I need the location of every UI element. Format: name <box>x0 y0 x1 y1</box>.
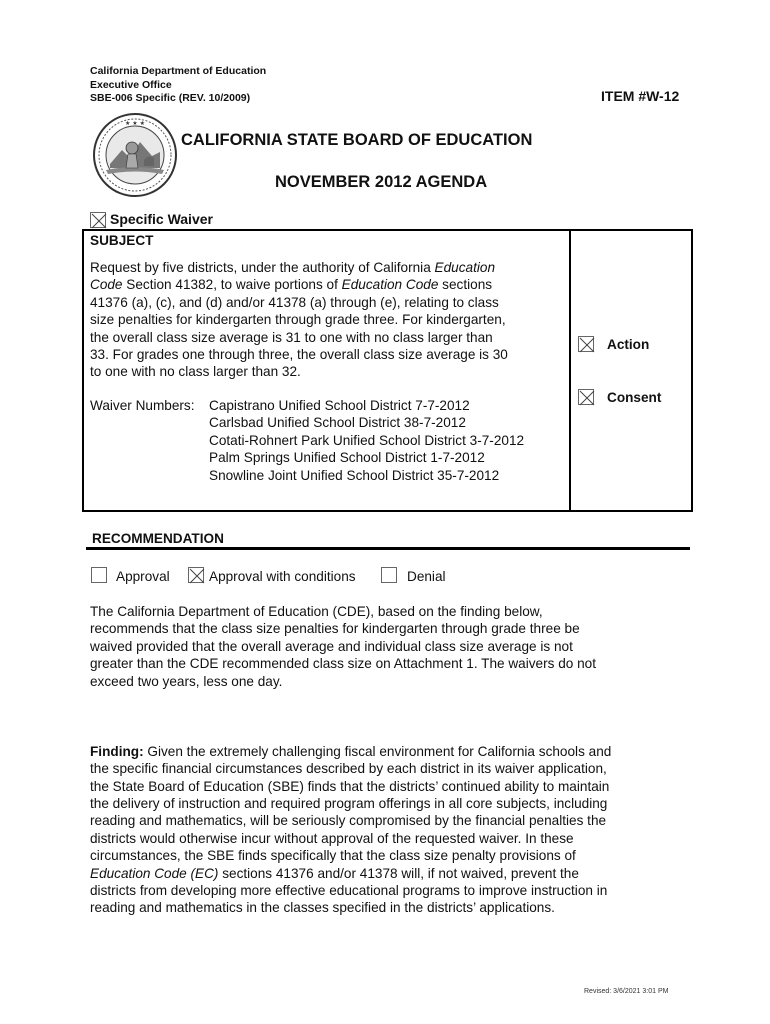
denial-checkbox[interactable] <box>381 567 397 583</box>
waiver-item: Capistrano Unified School District 7-7-2012 <box>209 398 470 413</box>
subject-line: 41376 (a), (c), and (d) and/or 41378 (a) through (e), relating to class <box>90 294 499 310</box>
finding-line: the delivery of instruction and required program offerings in all core subjects, including <box>90 796 608 812</box>
subject-line: Code Section 41382, to waive portions of Education Code sections <box>90 277 493 293</box>
subject-text <box>90 259 565 381</box>
consent-label: Consent <box>607 390 662 405</box>
finding-line: districts from developing more effective educational programs to improve instruction in <box>90 883 608 899</box>
checked-x-icon <box>91 213 107 229</box>
svg-text:★ ★ ★: ★ ★ ★ <box>125 120 145 127</box>
form-id: SBE-006 Specific (REV. 10/2009) <box>90 92 251 104</box>
waiver-list <box>209 397 524 484</box>
paragraph-line: greater than the CDE recommended class size on Attachment 1. The waivers do not <box>90 656 597 672</box>
paragraph-line: recommends that the class size penalties for kindergarten through grade three be <box>90 621 580 637</box>
waiver-item: Cotati-Rohnert Park Unified School District 3-7-2012 <box>209 432 525 448</box>
approval-label: Approval <box>116 569 170 584</box>
approval-checkbox[interactable] <box>91 567 107 583</box>
waiver-numbers-label: Waiver Numbers: <box>90 398 195 413</box>
board-title: CALIFORNIA STATE BOARD OF EDUCATION <box>181 131 533 149</box>
denial-label: Denial <box>407 569 446 584</box>
waiver-item: Snowline Joint Unified School District 35-7-2012 <box>209 467 500 483</box>
paragraph-line: exceed two years, less one day. <box>90 673 283 689</box>
checked-x-icon <box>579 337 595 353</box>
finding-label: Finding: <box>90 743 144 759</box>
finding-line: Finding: Given the extremely challenging fiscal environment for California schools and <box>90 743 612 759</box>
finding-paragraph <box>90 708 611 934</box>
subject-line: the overall class size average is 31 to one with no class larger than <box>90 329 493 345</box>
paragraph-line: waived provided that the overall average and individual class size average is not <box>90 638 573 654</box>
subject-divider <box>569 229 571 512</box>
approval-with-conditions-checkbox[interactable] <box>188 567 204 583</box>
item-number: ITEM #W-12 <box>601 88 680 104</box>
subject-line: size penalties for kindergarten through grade three. For kindergarten, <box>90 312 506 328</box>
subject-line: 33. For grades one through three, the overall class size average is 30 <box>90 347 508 363</box>
approval-with-conditions-label: Approval with conditions <box>209 569 356 584</box>
header-block <box>90 65 266 106</box>
subject-line: to one with no class larger than 32. <box>90 364 301 380</box>
agenda-title: NOVEMBER 2012 AGENDA <box>275 173 488 191</box>
dept-name: California Department of Education <box>90 65 267 77</box>
specific-waiver-label: Specific Waiver <box>110 211 213 227</box>
paragraph-line: The California Department of Education (CDE), based on the finding below, <box>90 604 543 619</box>
action-checkbox[interactable] <box>578 336 594 352</box>
checked-x-icon <box>579 390 595 406</box>
finding-line: the State Board of Education (SBE) finds that the districts’ continued ability to maintain <box>90 778 610 794</box>
waiver-item: Palm Springs Unified School District 1-7-2012 <box>209 450 485 466</box>
recommendation-heading: RECOMMENDATION <box>92 531 224 546</box>
finding-line: Education Code (EC) sections 41376 and/or 41378 will, if not waived, prevent the <box>90 865 579 881</box>
checked-x-icon <box>189 568 205 584</box>
recommendation-paragraph <box>90 603 596 690</box>
consent-checkbox[interactable] <box>578 389 594 405</box>
finding-line: the specific financial circumstances described by each district in its waiver application, <box>90 761 607 777</box>
state-seal-icon <box>92 112 178 198</box>
waiver-item: Carlsbad Unified School District 38-7-2012 <box>209 415 466 431</box>
office-name: Executive Office <box>90 78 172 91</box>
subject-heading: SUBJECT <box>90 233 154 248</box>
revised-stamp: Revised: 3/6/2021 3:01 PM <box>584 988 669 995</box>
subject-line: Request by five districts, under the authority of California Education <box>90 260 496 275</box>
finding-line: districts would otherwise incur without approval of the requested waiver. In these <box>90 830 574 846</box>
recommendation-rule <box>86 547 690 550</box>
finding-line: reading and mathematics, will be seriously compromised by the financial penalties the <box>90 813 607 829</box>
action-label: Action <box>607 337 650 352</box>
finding-line: circumstances, the SBE finds specifically that the class size penalty provisions of <box>90 848 576 864</box>
specific-waiver-checkbox[interactable] <box>90 212 106 228</box>
finding-line: reading and mathematics in the classes specified in the districts’ applications. <box>90 900 555 916</box>
